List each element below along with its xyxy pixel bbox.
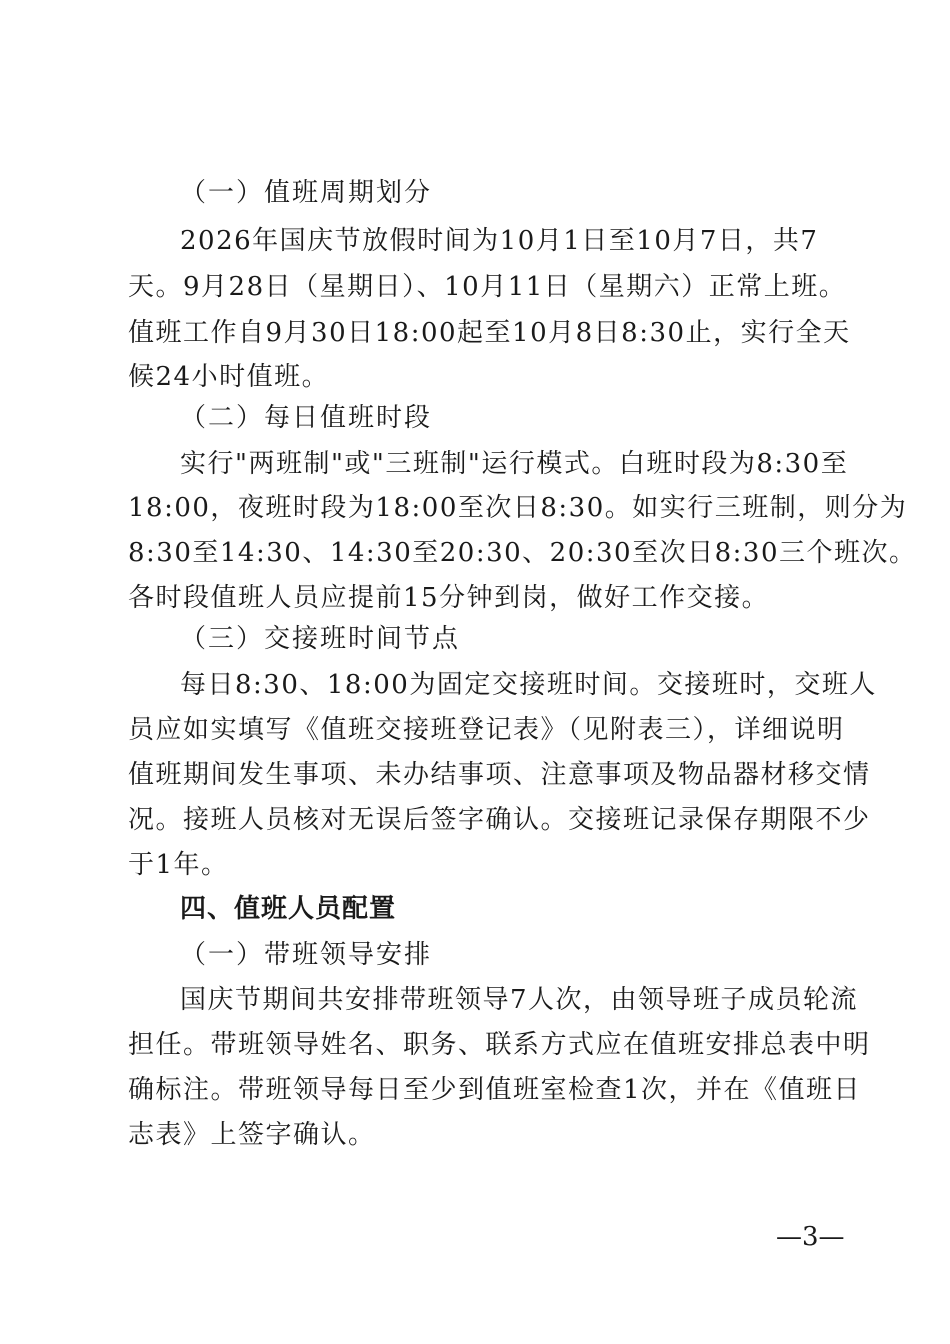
paragraph-line: 况。接班人员核对无误后签字确认。交接班记录保存期限不少 <box>128 805 871 835</box>
paragraph-line: 每日8:30、18:00为固定交接班时间。交接班时，交班人 <box>180 670 877 700</box>
paragraph-line: 值班期间发生事项、未办结事项、注意事项及物品器材移交情 <box>128 760 871 790</box>
paragraph-line: 国庆节期间共安排带班领导7人次，由领导班子成员轮流 <box>180 985 859 1015</box>
page-number: —3— <box>776 1222 845 1252</box>
paragraph-line: 18:00，夜班时段为18:00至次日8:30。如实行三班制，则分为 <box>128 493 908 523</box>
paragraph-line: 值班工作自9月30日18:00起至10月8日8:30止，实行全天 <box>128 318 851 348</box>
paragraph-line: 天。9月28日（星期日）、10月11日（星期六）正常上班。 <box>128 272 847 302</box>
section-heading: 四、值班人员配置 <box>180 894 397 924</box>
subsection-title: （一）值班周期划分 <box>180 178 433 208</box>
paragraph-line: 于1年。 <box>128 850 229 880</box>
paragraph-line: 确标注。带班领导每日至少到值班室检查1次，并在《值班日 <box>128 1075 862 1105</box>
paragraph-line: 志表》上签字确认。 <box>128 1120 376 1150</box>
paragraph-line: 8:30至14:30、14:30至20:30、20:30至次日8:30三个班次。 <box>128 538 917 568</box>
paragraph-line: 各时段值班人员应提前15分钟到岗，做好工作交接。 <box>128 583 770 613</box>
paragraph-line: 候24小时值班。 <box>128 362 330 392</box>
subsection-title: （二）每日值班时段 <box>180 403 433 433</box>
subsection-title: （一）带班领导安排 <box>180 940 433 970</box>
paragraph-line: 2026年国庆节放假时间为10月1日至10月7日，共7 <box>180 226 819 256</box>
paragraph-line: 员应如实填写《值班交接班登记表》（见附表三），详细说明 <box>128 715 845 745</box>
paragraph-line: 实行"两班制"或"三班制"运行模式。白班时段为8:30至 <box>180 449 849 479</box>
subsection-title: （三）交接班时间节点 <box>180 624 461 654</box>
paragraph-line: 担任。带班领导姓名、职务、联系方式应在值班安排总表中明 <box>128 1030 871 1060</box>
